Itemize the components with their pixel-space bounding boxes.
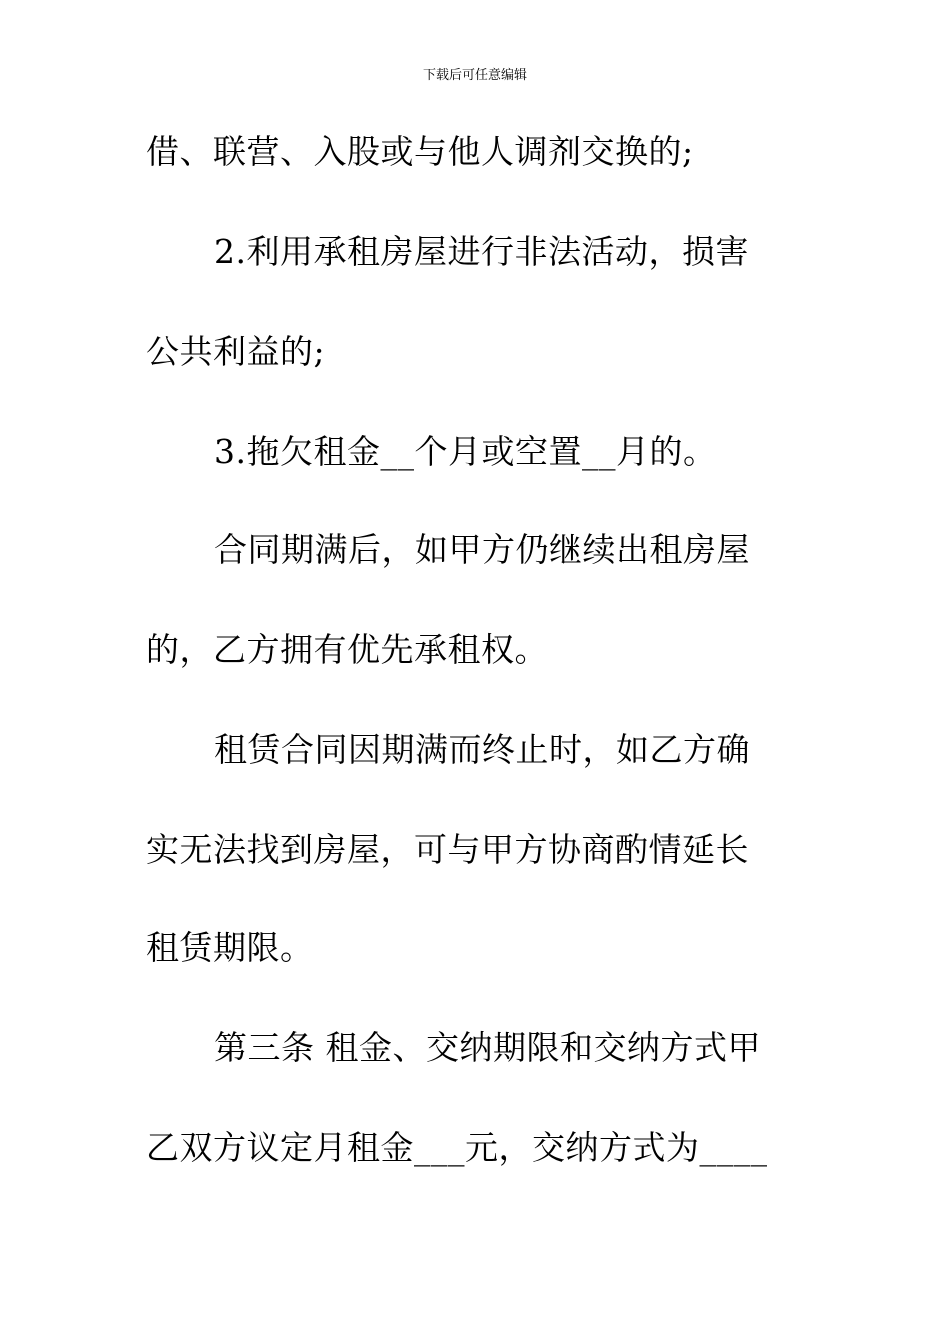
text-line: 租赁期限。 bbox=[146, 928, 314, 967]
text-line: 租赁合同因期满而终止时，如乙方确 bbox=[214, 730, 750, 769]
text-line: 3.拖欠租金__个月或空置__月的。 bbox=[214, 432, 717, 471]
text-line: 借、联营、入股或与他人调剂交换的; bbox=[146, 132, 694, 171]
text-line: 的，乙方拥有优先承租权。 bbox=[146, 630, 548, 669]
text-line: 乙双方议定月租金___元，交纳方式为____ bbox=[146, 1128, 768, 1167]
text-line: 公共利益的; bbox=[146, 332, 326, 371]
text-line: 合同期满后，如甲方仍继续出租房屋 bbox=[214, 530, 750, 569]
text-line: 实无法找到房屋，可与甲方协商酌情延长 bbox=[146, 830, 749, 869]
text-line: 第三条 租金、交纳期限和交纳方式甲 bbox=[214, 1028, 761, 1067]
text-line: 2.利用承租房屋进行非法活动，损害 bbox=[214, 232, 749, 271]
page-header: 下载后可任意编辑 bbox=[422, 68, 527, 83]
